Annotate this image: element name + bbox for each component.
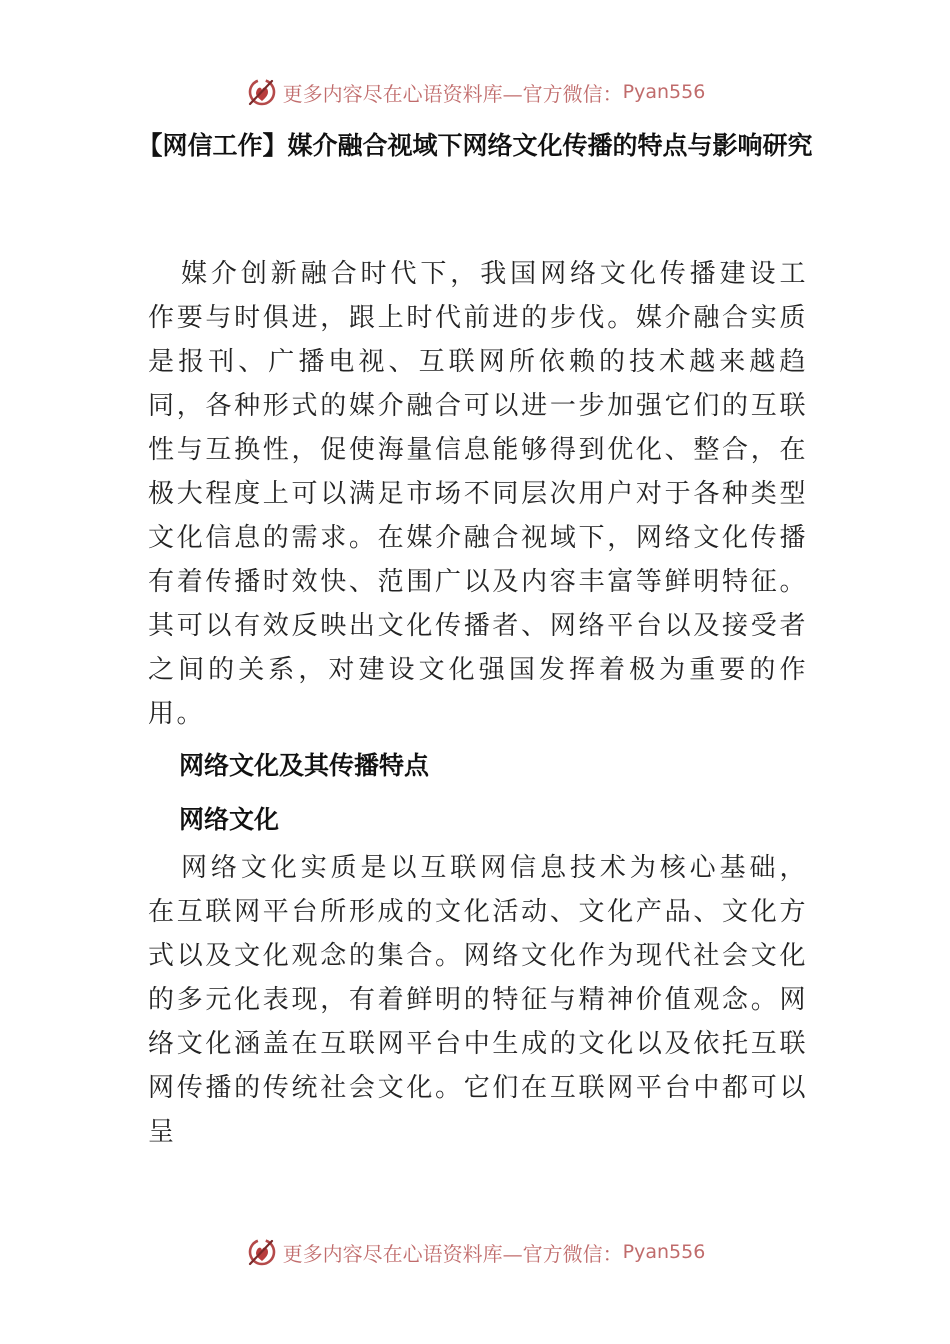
watermark-account: Pyan556 <box>622 81 706 103</box>
watermark-text: 更多内容尽在心语资料库—官方微信： <box>282 81 623 106</box>
brush-heart-logo-icon <box>245 1235 279 1269</box>
document-title: 【网信工作】媒介融合视域下网络文化传播的特点与影响研究 <box>137 131 813 160</box>
brush-heart-logo-icon <box>245 75 279 109</box>
body-paragraph: 网络文化实质是以互联网信息技术为核心基础，在互联网平台所形成的文化活动、文化产品、文化方式以及文化观念的集合。网络文化作为现代社会文化的多元化表现，有着鲜明的特征与精神价值观念。网络文化涵盖在互联网平台中生成的文化以及依托互联网传播的传统社会文化。它们在互联网平台中都可以呈 <box>148 853 808 1147</box>
footer-watermark <box>0 1232 950 1272</box>
header-watermark <box>0 72 950 112</box>
document-body <box>148 252 808 1154</box>
subsection-heading: 网络文化 <box>179 805 280 834</box>
section-heading: 网络文化及其传播特点 <box>179 751 430 780</box>
watermark-text: 更多内容尽在心语资料库—官方微信： <box>282 1241 623 1266</box>
intro-paragraph: 媒介创新融合时代下，我国网络文化传播建设工作要与时俱进，跟上时代前进的步伐。媒介融合实质是报刊、广播电视、互联网所依赖的技术越来越趋同，各种形式的媒介融合可以进一步加强它们的互联性与互换性，促使海量信息能够得到优化、整合，在极大程度上可以满足市场不同层次用户对于各种类型文化信息的需求。在媒介融合视域下，网络文化传播有着传播时效快、范围广以及内容丰富等鲜明特征。其可以有效反映出文化传播者、网络平台以及接受者之间的关系，对建设文化强国发挥着极为重要的作用。 <box>148 259 808 729</box>
watermark-account: Pyan556 <box>622 1241 706 1263</box>
